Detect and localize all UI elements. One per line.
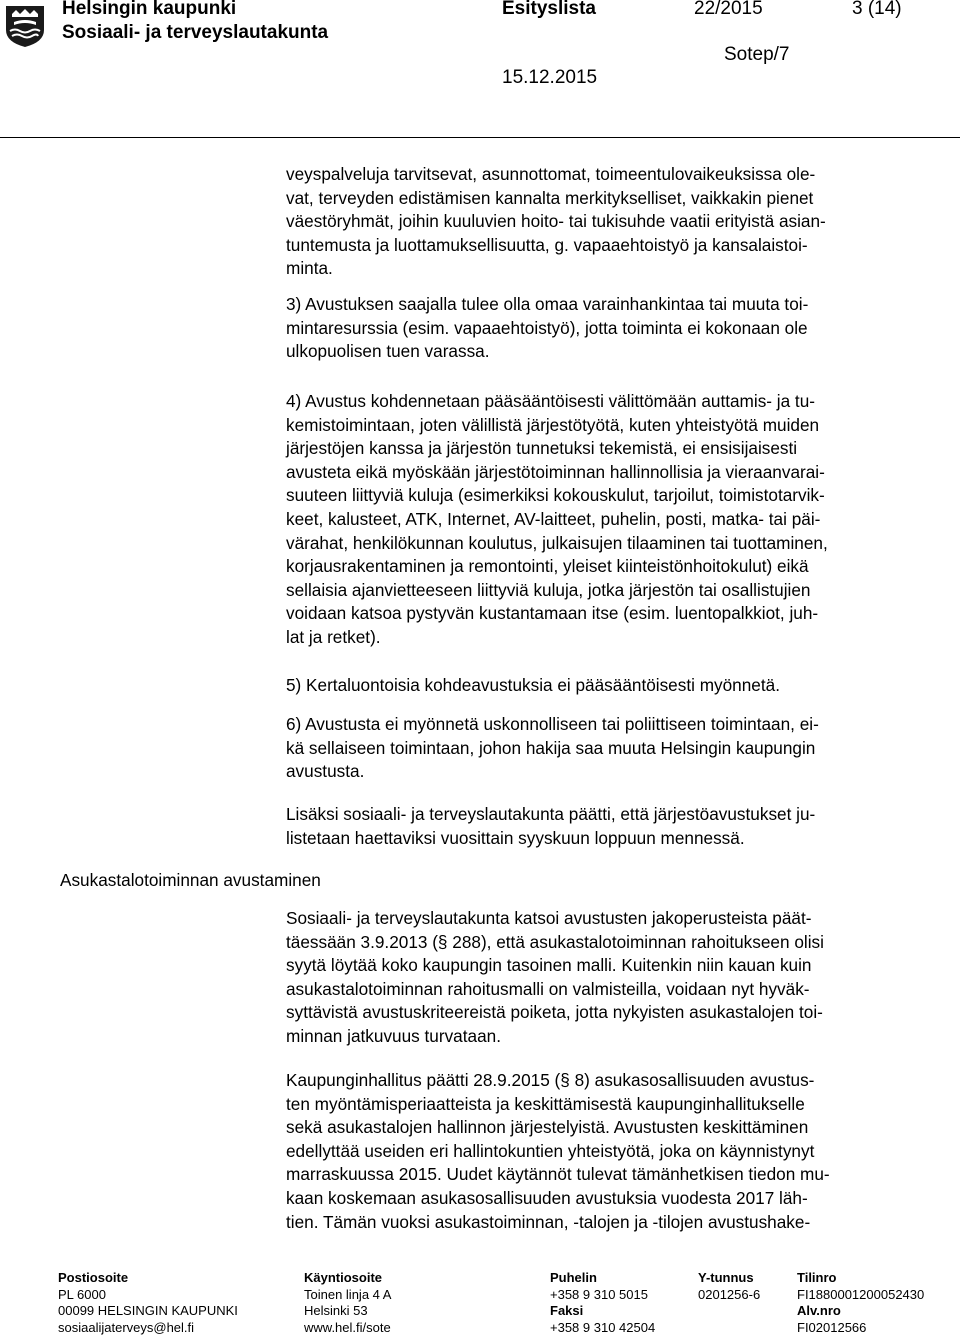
paragraph-4 [286,674,946,698]
text-line: 3) Avustuksen saajalla tulee olla omaa varainhankintaa tai muuta toi- [286,294,809,314]
text-line: Lisäksi sosiaali- ja terveyslautakunta päätti, että järjestöavustukset ju- [286,804,816,824]
footer-line: Helsinki 53 [304,1303,368,1319]
text-line: 6) Avustusta ei myönnetä uskonnolliseen tai poliittiseen toimintaan, ei- [286,714,819,734]
footer-vat-number: FI02012566 [797,1319,867,1335]
footer-account [797,1270,924,1336]
footer-fax-number: +358 9 310 42504 [550,1319,656,1335]
text-line: kaan koskemaan asukasosallisuuden avustuksia vuodesta 2017 läh- [286,1187,808,1208]
text-line: Kaupunginhallitus päätti 28.9.2015 (§ 8) asukasosallisuuden avustus- [286,1070,815,1090]
footer-line: Toinen linja 4 A [304,1286,392,1302]
footer-label: Y-tunnus [698,1270,754,1285]
footer-business-id-value: 0201256-6 [698,1286,761,1302]
text-line: 4) Avustus kohdennetaan pääsääntöisesti välittömään auttamis- ja tu- [286,391,815,411]
text-line: ten myöntämisperiaatteista ja keskittämisestä kaupunginhallitukselle [286,1093,805,1114]
paragraph-7 [286,907,946,1049]
organization-name: Helsingin kaupunki [62,0,237,19]
footer-website-link[interactable]: www.hel.fi/sote [304,1319,391,1335]
text-line: minnan jatkuvuus turvataan. [286,1025,501,1046]
footer-label: Faksi [550,1303,584,1319]
text-line: syttävistä avustuskriteereistä poiketa, jotta nykyisten asukastalojen toi- [286,1002,823,1023]
text-line: vat, terveyden edistämisen kannalta merkitykselliset, vaikkakin pienet [286,187,814,208]
helsinki-crest-icon [4,4,46,48]
header-rule [0,137,960,138]
text-line: sellaisia ajanvietteeseen liittyviä kuluja, jotka järjestön tai osallistujien [286,579,811,600]
text-line: täessään 3.9.2013 (§ 288), että asukastalotoiminnan rahoitukseen olisi [286,931,824,952]
document-type: Esityslista [502,0,596,19]
page-number: 3 (14) [852,0,902,19]
text-line: korjausrakentaminen ja remontointi, yleiset kiinteistönhoitokulut) eikä [286,556,809,577]
footer-phone [550,1270,655,1336]
text-line: avustusta. [286,761,365,782]
footer-label: Postiosoite [58,1270,129,1285]
text-line: keet, kalusteet, ATK, Internet, AV-laitteet, puhelin, posti, matka- tai päi- [286,508,821,529]
paragraph-2 [286,293,946,364]
text-line: tuntemusta ja luottamuksellisuutta, g. vapaaehtoistyö ja kansalaistoi- [286,234,808,255]
text-line: tien. Tämän vuoksi asukastoiminnan, -talojen ja -tilojen avustushake- [286,1211,811,1232]
meeting-date: 15.12.2015 [502,67,598,88]
footer-postal-address [58,1270,238,1336]
meeting-number: 22/2015 [694,0,763,19]
text-line: 5) Kertaluontoisia kohdeavustuksia ei pääsääntöisesti myönnetä. [286,675,780,695]
text-line: lat ja retket). [286,626,381,647]
text-line: väestöryhmät, joihin kuuluvien hoito- tai tukisuhde vaatii erityistä asian- [286,211,826,232]
text-line: minta. [286,258,333,279]
paragraph-5 [286,713,946,784]
text-line: veyspalveluja tarvitsevat, asunnottomat, toimeentulovaikeuksissa ole- [286,164,816,184]
paragraph-3 [286,390,946,650]
text-line: sekä asukastalojen hallinnon järjestelyistä. Avustusten keskittäminen [286,1117,809,1138]
footer-label: Puhelin [550,1270,597,1285]
text-line: listetaan haettaviksi vuosittain syyskuun loppuun mennessä. [286,827,745,848]
footer-account-number: FI1880001200052430 [797,1286,925,1302]
sidebar-heading: Asukastalotoiminnan avustaminen [60,870,321,890]
board-name: Sosiaali- ja terveyslautakunta [62,22,329,43]
footer-business-id [698,1270,760,1303]
text-line: ulkopuolisen tuen varassa. [286,341,490,362]
footer-label: Alv.nro [797,1303,841,1319]
footer-line: PL 6000 [58,1286,106,1302]
text-line: edellyttää useiden eri hallintokuntien yhteistyötä, joka on käynnistynyt [286,1140,815,1161]
footer-label: Tilinro [797,1270,837,1285]
footer-phone-number: +358 9 310 5015 [550,1286,648,1302]
footer-visiting-address [304,1270,391,1336]
text-line: suuteen liittyviä kuluja (esimerkiksi kokouskulut, tarjoilut, toimistotarvik- [286,485,825,506]
paragraph-1 [286,163,946,281]
text-line: järjestöjen kanssa ja järjestön tunnetuksi tekemistä, ei ensisijaisesti [286,438,798,459]
text-line: syytä löytää koko kaupungin tasoinen malli. Kuitenkin niin kauan kuin [286,955,812,976]
text-line: avusteta eikä myöskään järjestötoiminnan hallinnollisia ja vieraanvarai- [286,461,825,482]
text-line: kä sellaiseen toimintaan, johon hakija saa muuta Helsingin kaupungin [286,737,816,758]
text-line: Sosiaali- ja terveyslautakunta katsoi avustusten jakoperusteista päät- [286,908,812,928]
footer-line: 00099 HELSINGIN KAUPUNKI [58,1303,238,1319]
text-line: kemistoimintaan, joten välillistä järjestötyötä, kuten yhteistyötä muiden [286,414,820,435]
text-line: mintaresurssia (esim. vapaaehtoistyö), jotta toiminta ei kokonaan ole [286,317,808,338]
text-line: värahat, henkilökunnan koulutus, julkaisujen tilaaminen tai tuottaminen, [286,532,828,553]
text-line: voidaan katsoa pystyvän kustantamaan itse (esim. luentopalkkiot, juh- [286,603,819,624]
footer-label: Käyntiosoite [304,1270,383,1285]
paragraph-6 [286,803,946,850]
paragraph-8 [286,1069,946,1234]
text-line: asukastalotoiminnan rahoitusmalli on valmisteilla, voidaan nyt hyväk- [286,978,810,999]
text-line: marraskuussa 2015. Uudet käytännöt tulevat tämänhetkisen tiedon mu- [286,1164,830,1185]
section-code: Sotep/7 [724,44,790,65]
footer-email-link[interactable]: sosiaalijaterveys@hel.fi [58,1319,195,1335]
